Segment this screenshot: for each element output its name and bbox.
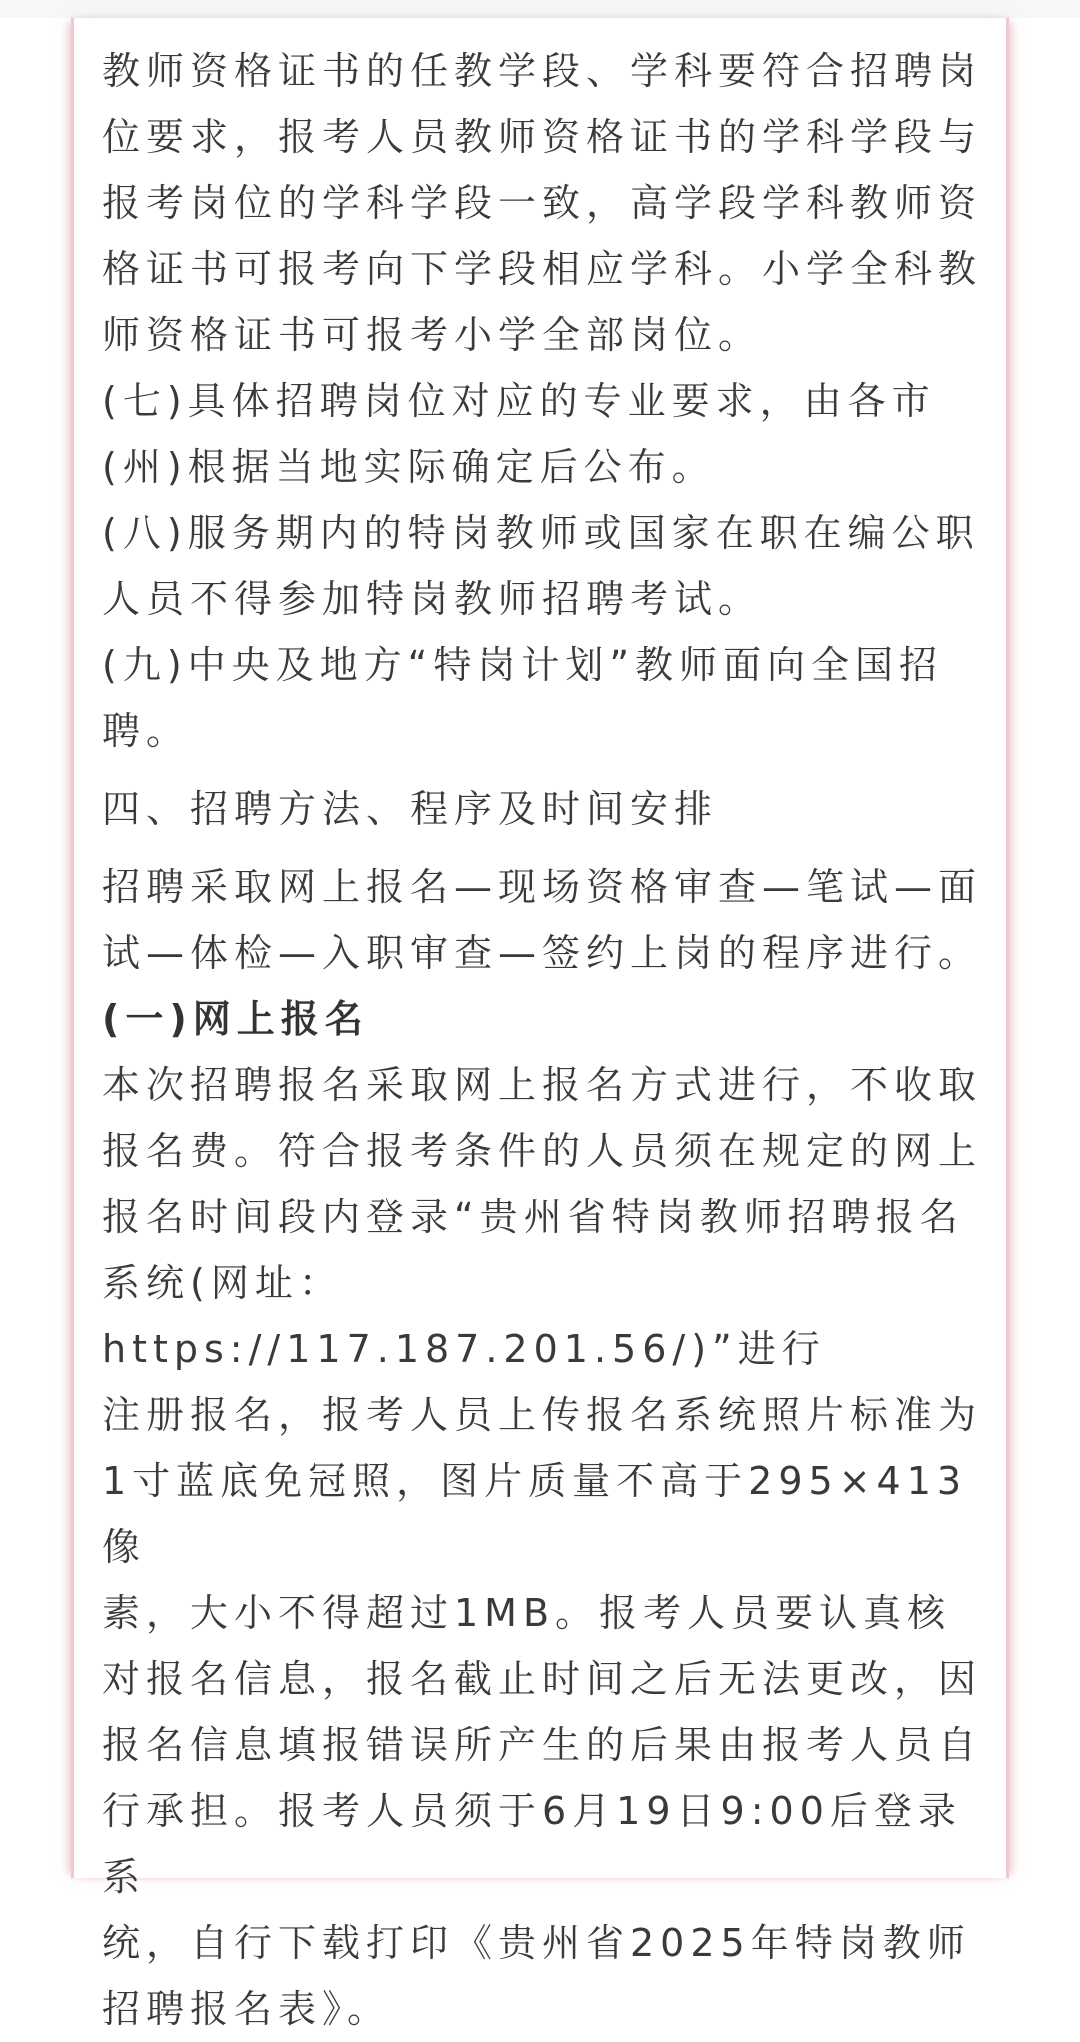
spacer <box>102 764 982 776</box>
item-9-line: 聘。 <box>102 709 191 753</box>
item-8-line: (八)服务期内的特岗教师或国家在职在编公职 <box>102 511 980 555</box>
registration-line: 统，自行下载打印《贵州省2025年特岗教师 <box>102 1921 971 1965</box>
top-status-strip <box>0 0 1080 19</box>
registration-line: 本次招聘报名采取网上报名方式进行，不收取 <box>102 1063 983 1107</box>
article-card <box>71 18 1009 2031</box>
registration-line: 招聘报名表》。 <box>102 1987 392 2031</box>
registration-line: 报名信息填报错误所产生的后果由报考人员自 <box>102 1723 983 1767</box>
article-content <box>102 38 982 2042</box>
registration-line: 素，大小不得超过1MB。报考人员要认真核 <box>102 1591 952 1635</box>
item-7-line: (州)根据当地实际确定后公布。 <box>102 445 716 489</box>
section-4-heading: 四、招聘方法、程序及时间安排 <box>102 787 719 831</box>
registration-line: 注册报名，报考人员上传报名系统照片标准为 <box>102 1393 983 1437</box>
item-8-line: 人员不得参加特岗教师招聘考试。 <box>102 577 763 621</box>
procedure-line: 招聘采取网上报名—现场资格审查—笔试—面 <box>102 865 983 909</box>
procedure-line: 试—体检—入职审查—签约上岗的程序进行。 <box>102 931 983 975</box>
registration-line: 报名费。符合报考条件的人员须在规定的网上 <box>102 1129 983 1173</box>
body-line: 教师资格证书的任教学段、学科要符合招聘岗 <box>102 49 983 93</box>
body-line: 报考岗位的学科学段一致，高学段学科教师资 <box>102 181 983 225</box>
registration-line: 1寸蓝底免冠照，图片质量不高于295×413像 <box>102 1459 968 1569</box>
registration-line: 对报名信息，报名截止时间之后无法更改，因 <box>102 1657 983 1701</box>
item-7-line: (七)具体招聘岗位对应的专业要求，由各市 <box>102 379 936 423</box>
spacer <box>102 842 982 854</box>
subheading-online-registration: (一)网上报名 <box>102 997 369 1041</box>
registration-line: 行承担。报考人员须于6月19日9:00后登录系 <box>102 1789 962 1899</box>
body-line: 格证书可报考向下学段相应学科。小学全科教 <box>102 247 983 291</box>
item-9-line: (九)中央及地方“特岗计划”教师面向全国招 <box>102 643 944 687</box>
registration-line: 报名时间段内登录“贵州省特岗教师招聘报名 <box>102 1195 964 1239</box>
body-line: 位要求，报考人员教师资格证书的学科学段与 <box>102 115 983 159</box>
registration-line: 系统(网址：https://117.187.201.56/)”进行 <box>102 1261 826 1371</box>
body-line: 师资格证书可报考小学全部岗位。 <box>102 313 763 357</box>
